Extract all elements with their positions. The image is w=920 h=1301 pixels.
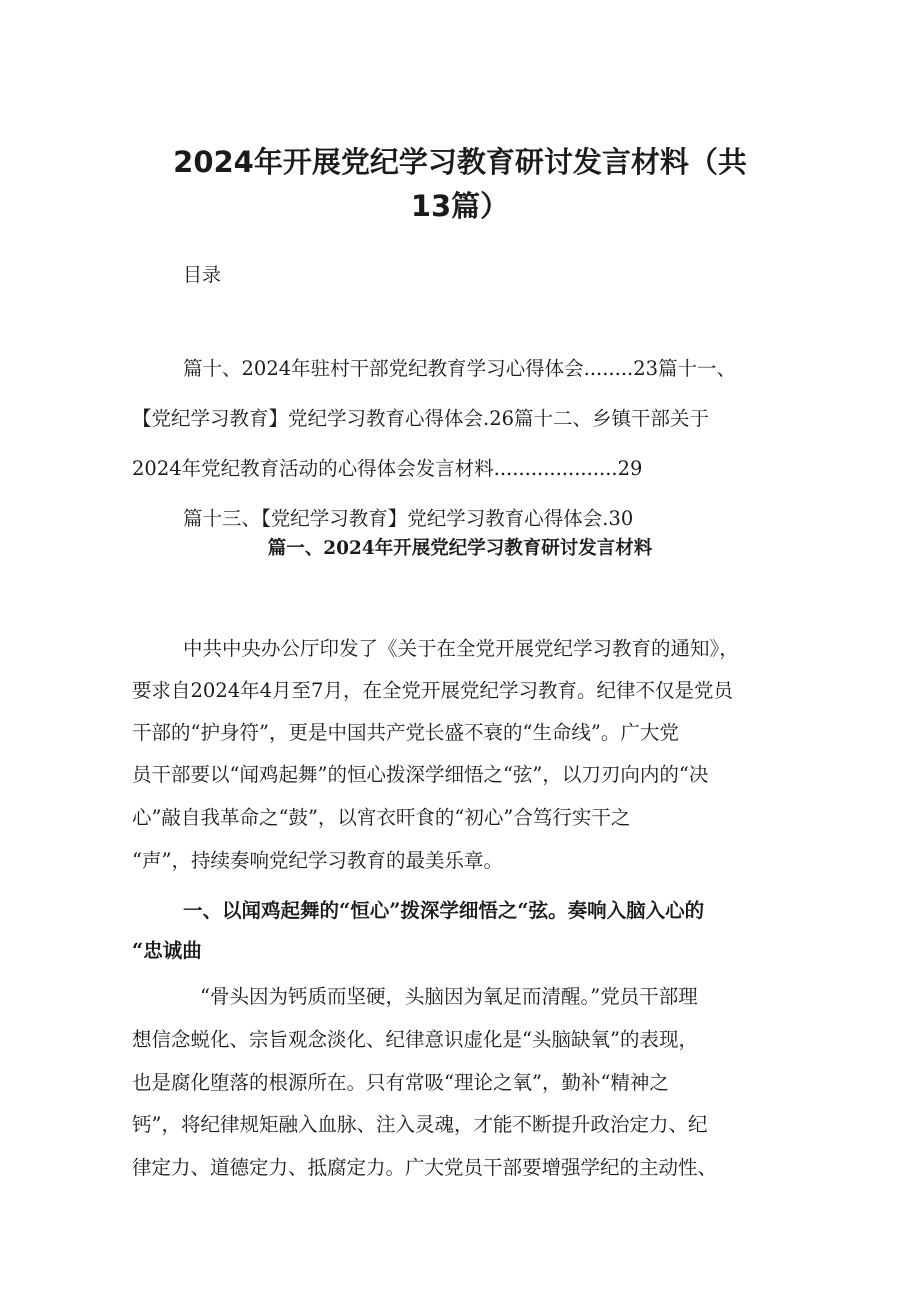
paragraph-line: 干部的“护身符”，更是中国共产党长盛不衰的“生命线”。广大党: [132, 721, 679, 744]
paragraph-line: 员干部要以“闻鸡起舞”的恒心拨深学细悟之“弦”，以刀刃向内的“决: [132, 763, 709, 786]
paragraph-line: 也是腐化堕落的根源所在。只有常吸“理论之氧”，勤补“精神之: [132, 1071, 669, 1094]
document-title-line-2: 13篇）: [410, 189, 510, 223]
document-title-line-1: 2024年开展党纪学习教育研讨发言材料（共: [173, 145, 747, 179]
toc-label: 目录: [183, 264, 222, 286]
toc-line: 【党纪学习教育】党纪学习教育心得体会.26篇十二、乡镇干部关于: [132, 407, 710, 430]
paragraph-line: 心”敲自我革命之“鼓”，以宵衣旰食的“初心”合笃行实干之: [132, 806, 631, 829]
section-heading: 篇一、2024年开展党纪学习教育研讨发言材料: [267, 538, 653, 559]
paragraph-line: 钙”，将纪律规矩融入血脉、注入灵魂，才能不断提升政治定力、纪: [132, 1113, 708, 1136]
paragraph-line: 想信念蜕化、宗旨观念淡化、纪律意识虚化是“头脑缺氧”的表现，: [132, 1028, 698, 1051]
paragraph-line: 中共中央办公厅印发了《关于在全党开展党纪学习教育的通知》，: [183, 637, 739, 660]
subheading-line: 一、以闻鸡起舞的“恒心”拨深学细悟之“弦。奏响入脑入心的: [183, 899, 705, 922]
paragraph-line: “声”，持续奏响党纪学习教育的最美乐章。: [132, 849, 503, 872]
paragraph-line: 要求自2024年4月至7月，在全党开展党纪学习教育。纪律不仅是党员: [132, 679, 733, 702]
document-title: [120, 140, 800, 228]
paragraph-line: “骨头因为钙质而坚硬，头脑因为氧足而清醒。”党员干部理: [200, 985, 698, 1008]
toc-line: 篇十、2024年驻村干部党纪教育学习心得体会........23篇十一、: [183, 357, 737, 380]
toc-line: 2024年党纪教育活动的心得体会发言材料....................29: [132, 457, 643, 480]
subheading-line: “忠诚曲: [132, 939, 202, 962]
paragraph-line: 律定力、道德定力、抵腐定力。广大党员干部要增强学纪的主动性、: [132, 1156, 718, 1179]
toc-line: 篇十三、【党纪学习教育】党纪学习教育心得体会.30: [183, 507, 634, 530]
